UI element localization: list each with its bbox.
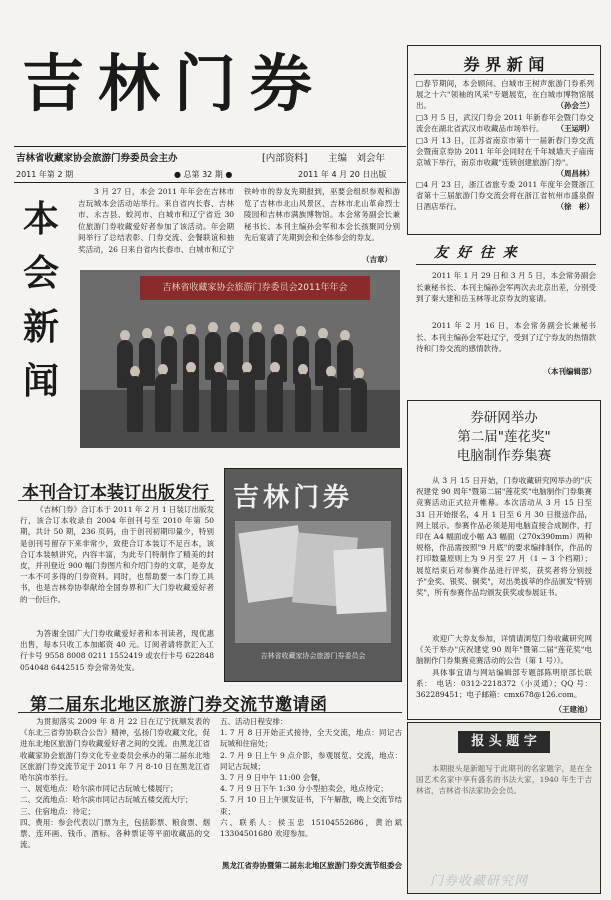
quanjie-item: □3 月 13 日，江苏省南京市第十一届新春门券交流会暨南京券协 2011 年年会同时在千年城墙天子庙南京城下举行，南京市收藏"连锁创建旅游门券"。 （周昌林） [416,136,594,178]
quanjie-item: □3 月 5 日，武汉门券会 2011 年新春年会暨门券交流会在湖北省武汉市收藏品市场举行。 （王运明） [416,113,594,133]
issue-total: ● 总第 32 期 ● [174,170,233,179]
bound-volume-p2: 为答谢全国广大门券收藏爱好者和本刊读者，现优惠出售，每本只收工本加邮资 40 元。订阅者请将款汇入工行卡号 9558 8008 0211 1552419 或农行卡号 622848 054048 6442515 券会常务处发。 [20,629,214,672]
youhao-sign: （本刊编辑部） [543,367,596,376]
annual-meeting-photo [80,270,400,448]
masthead-calligraphy-box [407,722,601,894]
invite-col2: 五、活动日程安排： 1. 7 月 8 日开始正式接待，全天交流，地点：同记古玩城和住宿处； 2. 7 月 9 日上午 9 点介影，参观展览、交流，地点：同记古玩城； 3. 7 月 9 日中午 11:00 会餐， 4. 7 月 9 日下午 1:30 分小型拍卖会，地点待定； 5. 7 月 10 日上午颁发证书，下午解散，晚上交流节结束； 六、联系人：侯玉忠 15104552686，黄治斌 13304501680 欢迎参加。 [220,717,402,839]
issue-bar [14,168,406,183]
news-title-char: 闻 [22,360,59,402]
quanjie-title: 券 界 新 闻 [463,55,545,74]
news-article [78,186,400,266]
contest-box [407,400,601,720]
youhao-p2: 2011 年 2 月 16 日，本会常务副会长兼秘书长、本刊主编孙会军赴辽宁，受到了辽宁券友的热情款待和门券交流的感情款待。 [416,321,596,353]
news-title-char: 本 [22,198,59,240]
news-vertical-title [18,192,64,422]
quanjie-item: □4 月 23 日，浙江省旅专委 2011 年度年会暨浙江省第十三届旅游门券交流会将在浙江省杭州市盛泉假日酒店举行。 （徐 彬） [416,180,594,211]
quanjie-list [416,78,594,213]
quanjie-news-box [407,45,601,235]
invite-sign: 黑龙江省券协暨第二届东北地区旅游门券交流节组委会 [222,861,402,870]
invite-title: 第二届东北地区旅游门券交流节邀请函 [30,695,328,715]
youhao-title: 友 好 往 来 [434,245,519,261]
contest-title [408,409,600,466]
masthead-title: 吉林门券 [22,47,327,120]
invite-col1: 为贯彻落实 2009 年 8 月 22 日在辽宁抚顺发表的《东北三省券协联合公告》精神，弘扬门券收藏文化，促进东北地区旅游门券收藏爱好者之间的交流。由黑龙江省收藏家协会旅游门券文化专业委员会承办的第二届东北地区旅游门券交流节定于 2011 年 7 月 8-10 日在黑龙江省哈尔滨市举行。 一、展览地点：哈尔滨市同记古玩城七楼展厅； 二、交流地点：哈尔滨市同记古玩城五楼交流大厅； 三、住宿地点：待定； 四、费用：参会代表以门票为主，包括影票、粮食票、烟票、连环画、钱币、酒标、各种票证等平面收藏品的交流。 [20,717,211,850]
bound-volume-cover [224,468,402,682]
masthead-organizer: 吉林省收藏家协会旅游门券委员会主办 [16,153,178,164]
masthead [10,38,410,170]
contest-title-line: 电脑制作券集赛 [456,448,552,464]
masthead-editor: 主编 刘会年 [328,153,386,164]
contest-title-line: 第二届"莲花奖" [457,429,551,445]
baotou-title: 报 头 题 字 [458,731,550,753]
watermark: 门券收藏研究网 [430,874,529,889]
masthead-internal: [内部资料] [262,153,308,164]
cover-caption: 吉林省收藏家协会旅游门券委员会 [260,652,366,660]
news-paragraph: 3 月 27 日，本会 2011 年年会在吉林市吉玩城本会活动站举行。来自省内长春、吉林市、永吉县、蛟河市、白城市和辽宁省近 30 位旅游门券收藏爱好者参加了该活动。年会期间举行了总结表彰、门券交流、会餐联谊和抽奖活动，26 日来自省内长春市、白城市和辽宁铁岭市的券友先期报到，巫要会组织参观和游览了吉林市北山风景区、吉林市北山革命烈士陵园和吉林市满族博物馆。本会常务副会长兼秘书长、本刊主编孙会军和本会长孩聚同分别先后宴请了先期到会和全体参会的券友。 [78,187,400,254]
contest-p1: 从 3 月 15 日开始，门券收藏研究网举办的"庆祝建党 90 周年"暨第二届"莲花奖"电脑制作门券集赛竞赛活动正式拉开帷幕。本次活动从 3 月 15 日至 31 日开始报名，4 月 1 日至 6 月 30 日报送作品，网上展示。参赛作品必须是用电脑直接合成制作，打印在 A4 幅面或小幅 A3 幅面（270x390mm）两种规格，作品需按照"9 月底"的要求编排制作，作品的打印数量原则上为 9 月至 27 月（1 ~ 3 个档期）；展览结束后对参赛作品进行评奖，获奖者将分别授予"金奖、银奖、铜奖"，对出类拔萃的作品颁发"特别奖"，所有参赛作品均颁发获奖或参展证书。 [416,476,592,598]
issue-date: 2011 年 4 月 20 日出版 [298,170,387,179]
contest-p2: 欢迎广大券友参加，详情请浏览门券收藏研究网《关于举办"庆祝建党 90 周年"暨第二届"莲花奖"电脑制作门券集赛竞赛活动的公告（第 1 号）》。 [416,634,592,666]
contest-title-line: 券研网举办 [470,410,538,426]
youhao-p1: 2011 年 1 月 29 日和 3 月 5 日，本会常务副会长兼秘书长、本刊主编孙会军两次去北京出差，分别受到了秦大建和岳玉林等北京券友的宴请。 [416,271,596,303]
contest-sign: （王建池） [554,705,592,714]
news-title-char: 新 [22,306,59,348]
photo-banner: 吉林省收藏家协会旅游门券委员会2011年年会 [140,276,370,300]
issue-year: 2011 年第 2 期 [16,170,74,179]
news-signature: （吉章） [362,255,392,264]
news-title-char: 会 [22,252,59,294]
contest-p3: 具体事宜请与网站编辑部专题部陈明原部长联系： 电话：0312-2218372（小灵通）；QQ 号：362289451；电子邮箱：cmx678@126.com。 [416,668,592,700]
quanjie-item: □春节期间，本会顾问、白城市王树声旅游门券系列展之十六"领袖的风采"专题展览，在白城市博物馆展出。 （孙会兰） [416,79,594,110]
masthead-rule [14,146,406,147]
youhao-section [412,240,600,380]
baotou-text: 本期报头是新题写于此期刊的名家题字，是在全国艺术名家中享有盛名的书法大家，1940 年生于吉林省，吉林省书法家协会会员。 [416,764,592,796]
cover-title: 吉林门券 [233,483,354,513]
bound-volume-title: 本刊合订本装订出版发行 [22,483,209,503]
bound-volume-p1: 《吉林门券》合订本于 2011 年 2 月 1 日装订出版发行，该合订本收录自 2004 年创刊号至 2010 年第 50 期，共计 50 期，236 页码，由于创刊初期印量少，特别是创刊号留存下来非常少，致使合订本装订不足百本，该合订本装帧讲究，内容丰富，为此专门特制作了精美的封皮，并刊登近 900 幅门券图片和介绍门券的文章，是券友一本不可多得的门券资料。同时，也帮助要一本门券工具书，也是吉林券协奉献给全国券界和广大门券收藏爱好者的一份巨作。 [20,505,214,604]
